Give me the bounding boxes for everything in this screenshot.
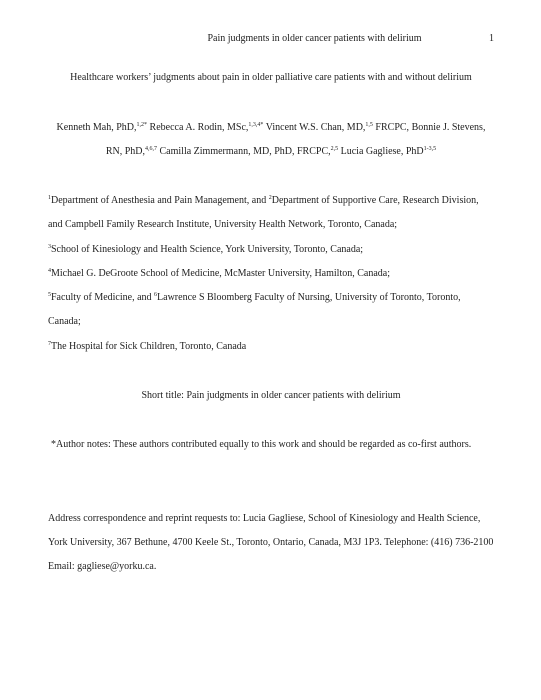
author-name: Lucia Gagliese, PhD — [340, 146, 424, 158]
author-notes: *Author notes: These authors contributed equally to this work and should be regarded as co-first authors. — [51, 439, 472, 450]
author-name: Kenneth Mah, PhD, — [56, 122, 137, 133]
author-name: Bonnie J. Stevens, RN, PhD, — [105, 122, 486, 158]
author-name: Vincent W.S. Chan, MD, — [265, 122, 366, 133]
paper-title: Healthcare workers’ judgments about pain in older palliative care patients with and without delirium — [70, 72, 472, 83]
affiliation-3: $^3$School of Kinesiology and Health Science, York University, Toronto, Canada; — [48, 244, 364, 255]
affiliation-4: $^4$Michael G. DeGroote School of Medicine, McMaster University, Hamilton, Canada; — [48, 268, 390, 279]
author-name: Camilla Zimmermann, MD, PhD, FRCPC, — [159, 146, 331, 158]
running-head-title: Pain judgments in older cancer patients with delirium — [207, 33, 422, 44]
page-number: 1 — [489, 33, 494, 44]
author-name: Rebecca A. Rodin, MSc, — [149, 122, 249, 133]
author-affiliation-marker: 1,5 — [365, 122, 373, 128]
author-affiliation-marker: 4,6,7 — [145, 146, 157, 153]
running-head — [0, 32, 541, 46]
author-affiliation-marker: 1-3,5 — [423, 146, 437, 153]
author-affiliation-marker: 1,2* — [136, 122, 148, 128]
short-title: Short title: Pain judgments in older cancer patients with delirium — [141, 390, 401, 401]
affiliation-5-6: $^5$Faculty of Medicine, and $^6$Lawrence S Bloomberg Faculty of Nursing, University of Toronto, Toronto, Canada; — [48, 292, 461, 328]
affiliation-7: $^7$The Hospital for Sick Children, Toronto, Canada — [48, 341, 247, 352]
author-affiliation-marker: 1,3,4* — [248, 122, 264, 128]
author-affiliation-marker: 2,5 — [330, 146, 339, 153]
affiliation-1-2: $^1$Department of Anesthesia and Pain Management, and $^2$Department of Supportive Care, Research Division, and Campbell Family Research Institute, University Health Network, Toronto, Canada; — [48, 195, 479, 231]
correspondence: Address correspondence and reprint requests to: Lucia Gagliese, School of Kinesiology and Health Science, York University, 367 Bethune, 4700 Keele St., Toronto, Ontario, Canada, M3J 1P3. Telephone: (416) 736-2100 Email: gagliese@yorku.ca. — [48, 513, 494, 573]
author-list: Kenneth Mah, PhD,$^{1,2*}$ Rebecca A. Rodin, MSc,$^{1,3,4*}$ Vincent W.S. Chan, MD,$^{1,5}$ FRCPC, Bonnie J. Stevens, RN, PhD,$^{4,6,7}$ Camilla Zimmermann, MD, PhD, FRCPC,$^{2,5}$ Lucia Gagliese, PhD$^{1-3,5}$ — [56, 122, 486, 158]
